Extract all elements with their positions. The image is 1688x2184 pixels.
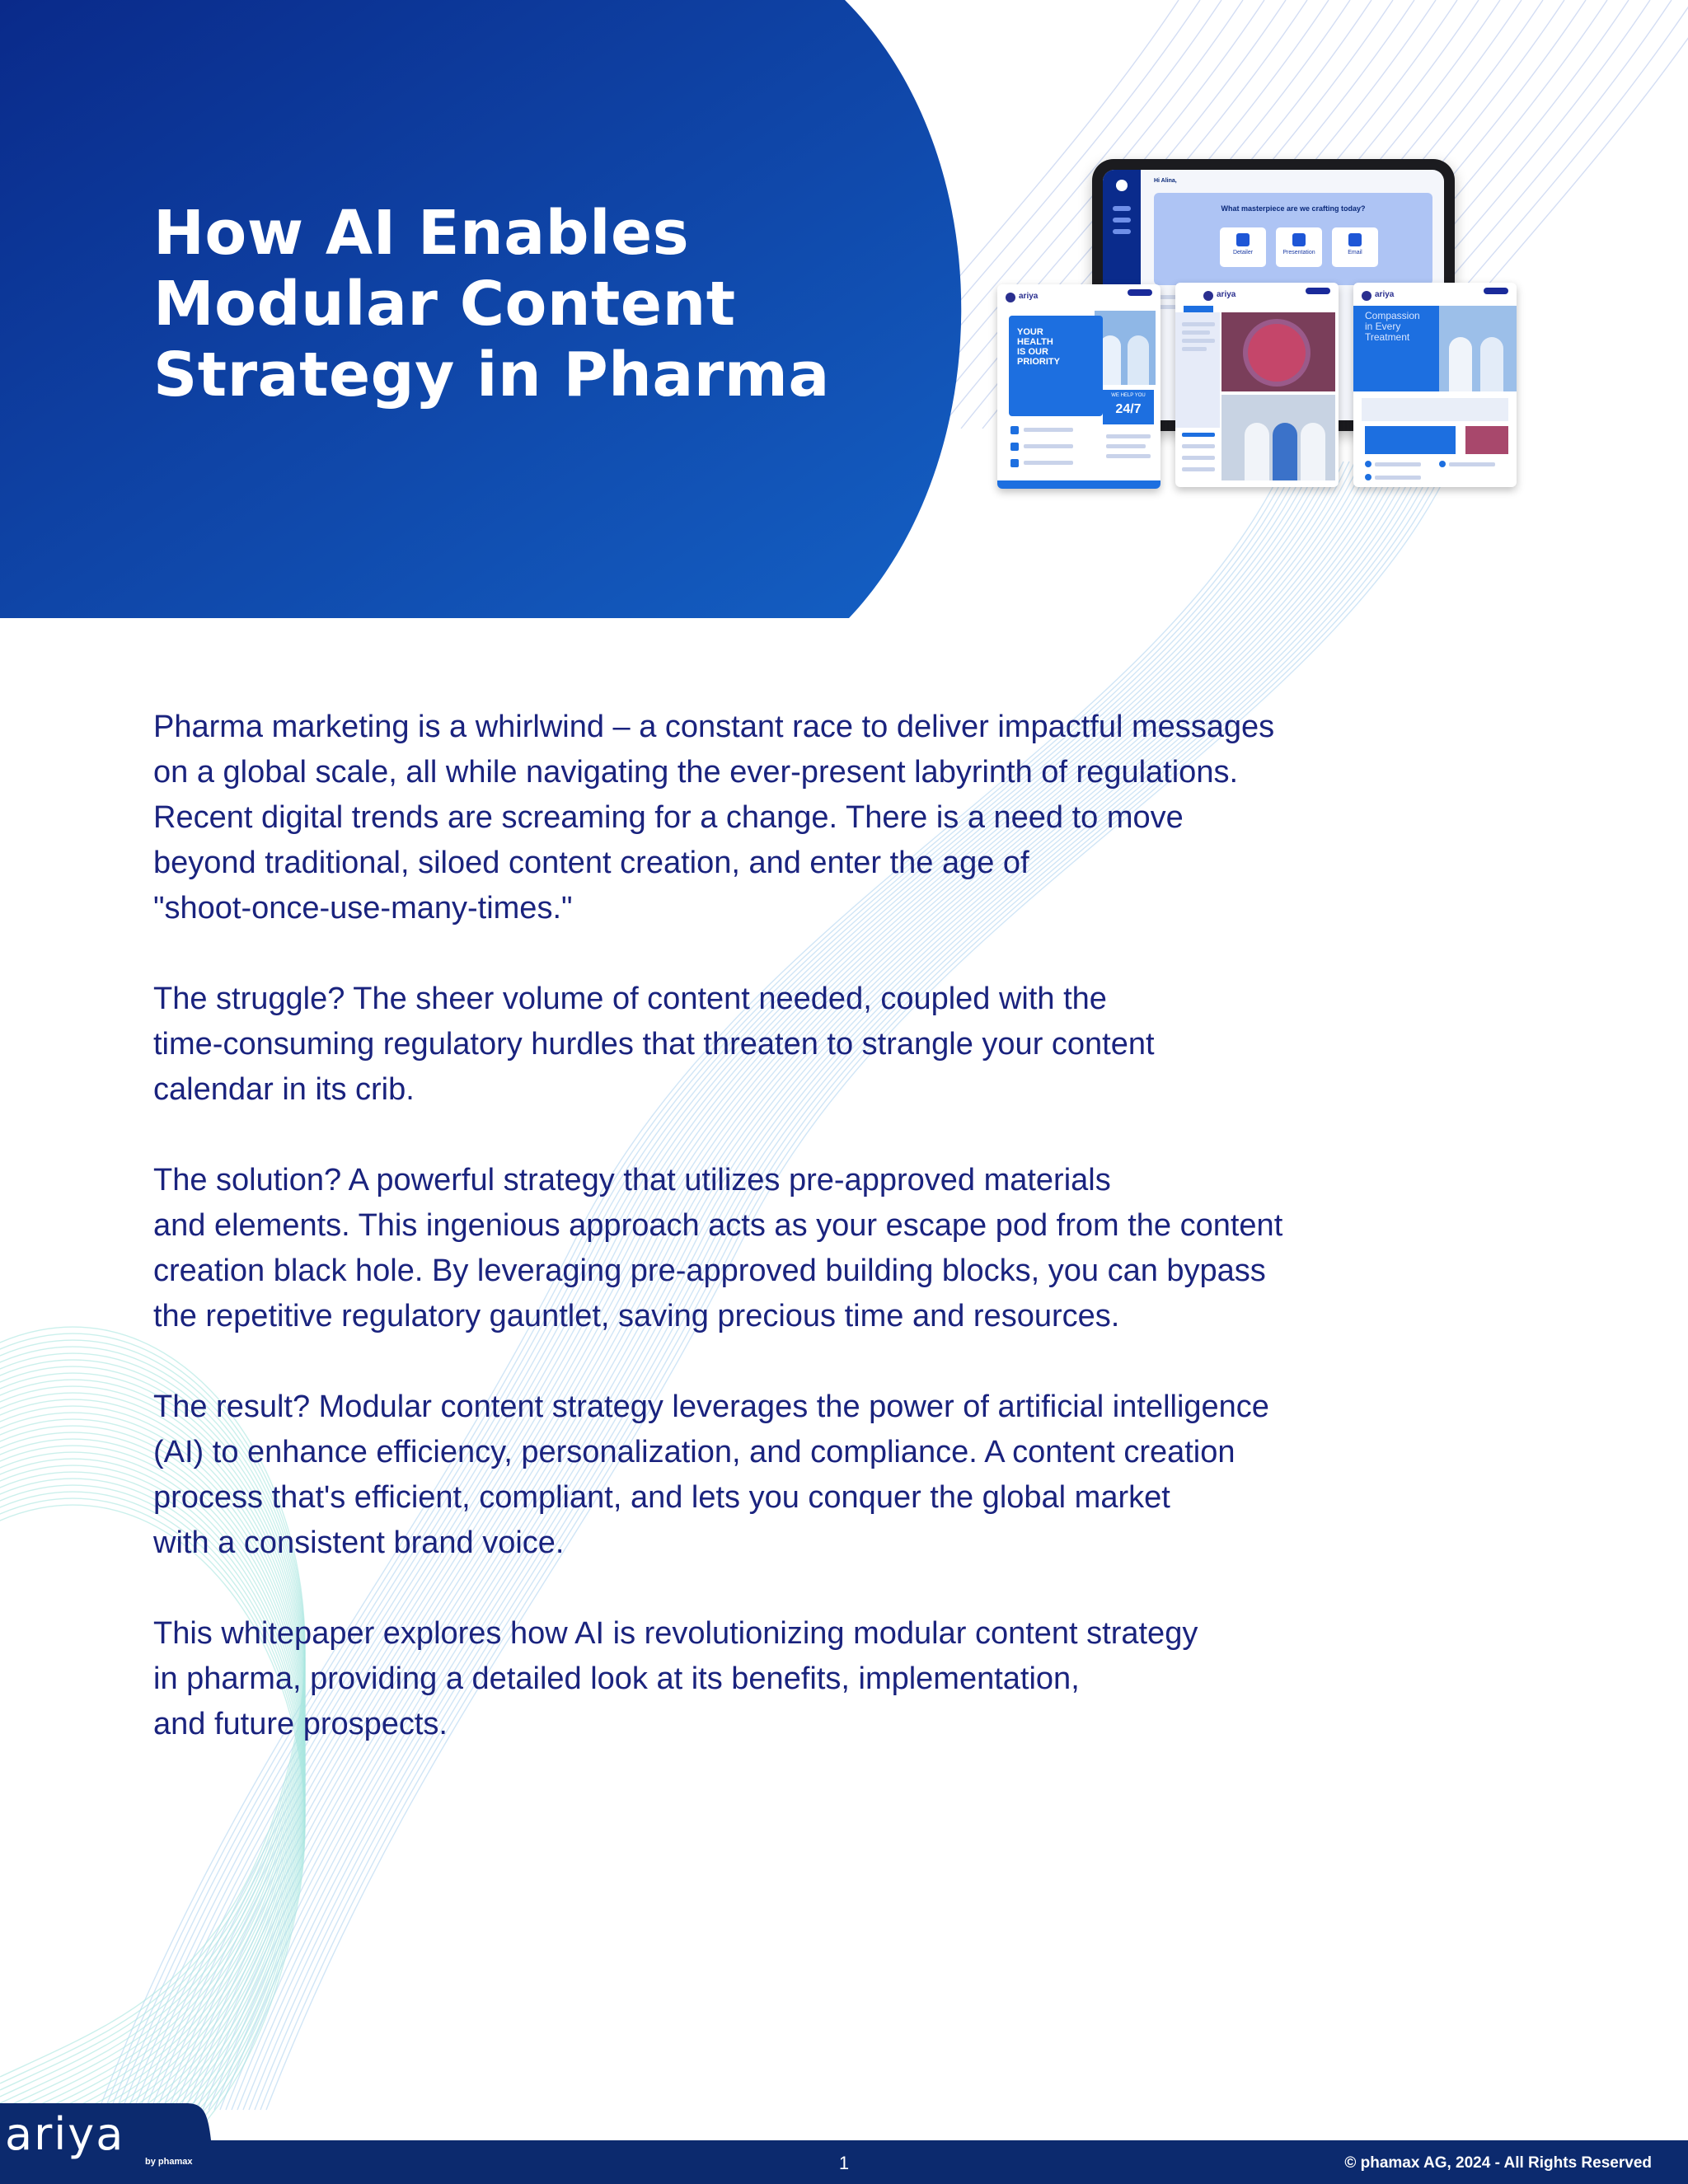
intro-text [153,705,1538,1793]
mockup-card-treatment [1175,283,1339,487]
card-logo: ariya [1019,292,1039,301]
tablet-prompt-panel [1154,193,1432,285]
mockup-card-compassion [1353,283,1517,487]
card-logo: ariya [1217,290,1236,299]
tablet-greeting: Hi Alina, [1154,178,1177,184]
hero-banner [0,0,973,618]
product-mockups [997,148,1541,503]
chip-detailer: Detailer [1220,227,1266,267]
title-line: How AI Enables [153,198,690,269]
hours-badge: WE HELP YOU 24/7 [1103,390,1154,424]
chip-email: Email [1332,227,1378,267]
paragraph: The solution? A powerful strategy that utilizes pre-approved materials and elements. This ingenious approach acts as your escape pod from the content creation black hole. By leveraging pre-approved building blocks, you can bypass the repetitive regulatory gauntlet, saving precious time and resources. [153,1163,1283,1333]
doctors-photo [1221,395,1335,480]
paragraph: The result? Modular content strategy leverages the power of artificial intelligence (AI) to enhance efficiency, personalization, and compliance. A content creation process that's efficient, compliant, and lets you conquer the global market with a consistent brand voice. [153,1390,1269,1560]
doctors-photo [1095,311,1156,385]
tablet-question: What masterpiece are we crafting today? [1221,204,1366,213]
paragraph: This whitepaper explores how AI is revolutionizing modular content strategy in pharma, providing a detailed look at its benefits, implementation, and future prospects. [153,1616,1198,1741]
headline-block: YOUR HEALTH IS OUR PRIORITY [1009,316,1103,416]
chip-presentation: Presentation [1276,227,1322,267]
copyright-notice: © phamax AG, 2024 - All Rights Reserved [1344,2154,1652,2172]
card-title: Compassion in Every Treatment [1365,310,1420,343]
footer-logo-subtitle: by phamax [145,2157,193,2167]
page-number: 1 [838,2153,850,2173]
mockup-card-health [997,284,1160,489]
anatomy-image [1221,312,1335,391]
page-title [153,198,895,410]
title-line: Modular Content [153,269,736,340]
title-line: Strategy in Pharma [153,340,830,410]
paragraph: Pharma marketing is a whirlwind – a constant race to deliver impactful messages on a global scale, all while navigating the ever-present labyrinth of regulations. Recent digital trends are screaming for a change. There is a need to move beyond traditional, siloed content creation, and enter the age of "shoot-once-use-many-times." [153,710,1275,926]
paragraph: The struggle? The sheer volume of content needed, coupled with the time-consuming regulatory hurdles that threaten to strangle your content calendar in its crib. [153,982,1155,1107]
footer-logo: ariya [5,2108,125,2160]
card-logo: ariya [1375,290,1395,299]
